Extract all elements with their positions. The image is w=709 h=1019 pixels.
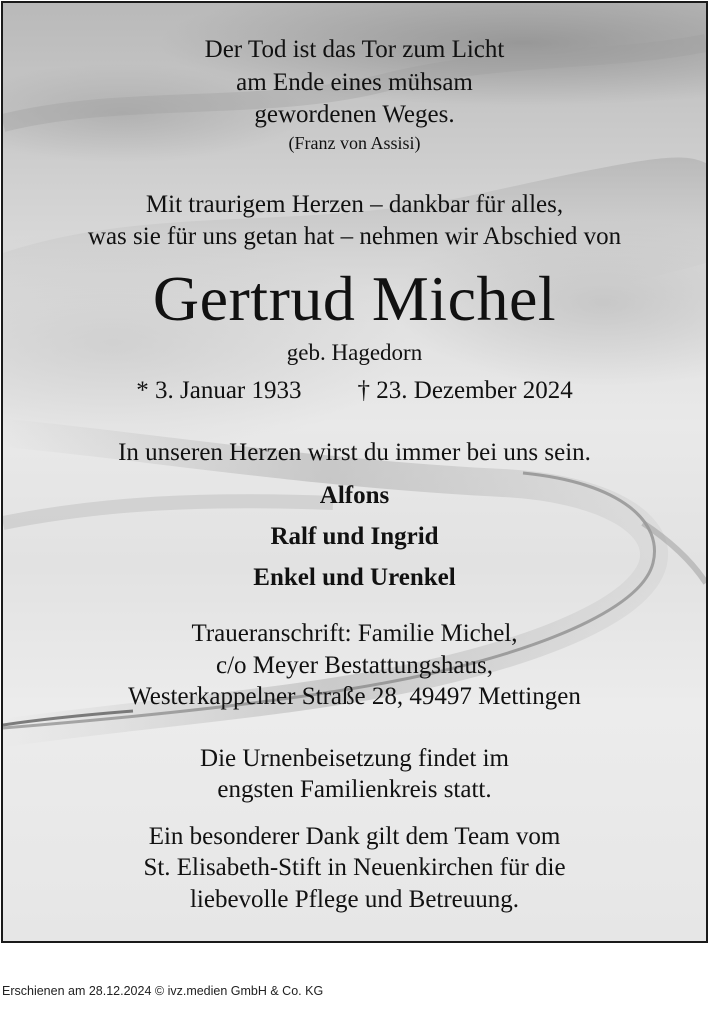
deceased-name: Gertrud Michel xyxy=(152,263,557,334)
burial-line-2: engsten Familienkreis statt. xyxy=(217,776,492,803)
publication-footer: Erschienen am 28.12.2024 © ivz.medien GmbH & Co. KG xyxy=(2,984,324,998)
address-line-3: Westerkappelner Straße 28, 49497 Mettingen xyxy=(128,683,581,710)
life-dates xyxy=(3,377,706,405)
intro-line-2: was sie für uns getan hat – nehmen wir Abschied von xyxy=(87,223,622,250)
burial-line-1: Die Urnenbeisetzung findet im xyxy=(200,745,509,772)
maiden-name: geb. Hagedorn xyxy=(286,340,423,365)
mourner-3: Enkel und Urenkel xyxy=(253,564,456,591)
quote-source: (Franz von Assisi) xyxy=(288,133,421,153)
quote-line-2: am Ende eines mühsam xyxy=(236,69,473,96)
birth-date: * 3. Januar 1933 xyxy=(136,377,302,404)
quote-line-3: gewordenen Weges. xyxy=(254,101,455,128)
thanks-line-1: Ein besonderer Dank gilt dem Team vom xyxy=(148,823,561,850)
address-line-2: c/o Meyer Bestattungshaus, xyxy=(215,652,494,679)
farewell-line: In unseren Herzen wirst du immer bei uns sein. xyxy=(118,439,591,466)
mourner-2: Ralf und Ingrid xyxy=(270,523,439,550)
death-date: † 23. Dezember 2024 xyxy=(357,377,573,404)
mourner-1: Alfons xyxy=(319,482,390,509)
intro-line-1: Mit traurigem Herzen – dankbar für alles, xyxy=(145,191,564,218)
quote-line-1: Der Tod ist das Tor zum Licht xyxy=(204,36,505,63)
thanks-line-3: liebevolle Pflege und Betreuung. xyxy=(189,886,520,913)
obituary-notice xyxy=(1,1,708,943)
address-line-1: Traueranschrift: Familie Michel, xyxy=(191,620,518,647)
thanks-line-2: St. Elisabeth-Stift in Neuenkirchen für die xyxy=(143,854,566,881)
